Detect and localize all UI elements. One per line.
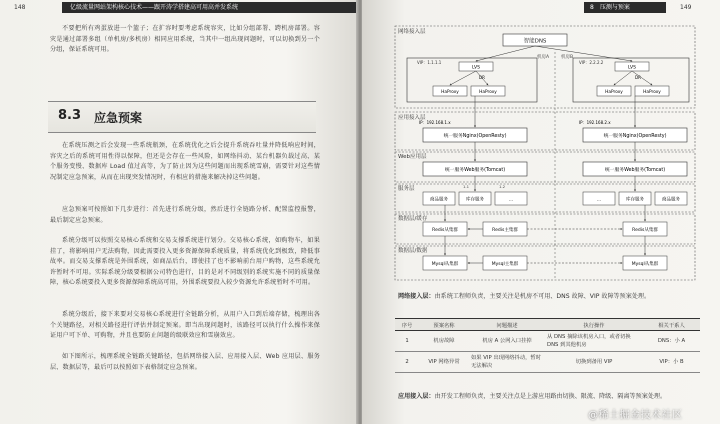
architecture-diagram — [393, 24, 698, 282]
right-page — [362, 0, 720, 424]
link-label-1: 1.1 — [463, 184, 470, 189]
lvs-right-label: LVS — [628, 65, 636, 71]
redis-slave-right-label: Redis从集群 — [632, 228, 658, 233]
svc-right-3-label: 商品服务 — [662, 197, 680, 203]
mysql-slave-left-label: Mysql从集群 — [431, 262, 459, 267]
ip-left: IP：192.168.1.x — [419, 120, 451, 125]
svc-left-2-label: 库存服务 — [466, 197, 484, 203]
cell-index: 1 — [395, 331, 419, 352]
paragraph-5: 如下图所示，梳理系统全链路关键路径，包括网络接入层、应用接入层、Web 应用层、服务层、数据层等，最后可以按照如下表格制定应急预案。 — [50, 353, 320, 371]
ip-right: IP：192.168.2.x — [579, 120, 611, 125]
link-label-2: 1.2 — [499, 184, 506, 189]
lvs-left-label: LVS — [472, 65, 480, 71]
network-caption-label: 网络接入层： — [398, 293, 435, 300]
running-title: 亿级流量网站架构核心技术——跟开涛学搭建高可用高并发系统 — [62, 2, 356, 13]
cell-index: 2 — [395, 352, 419, 373]
idc-b-label: 机房B — [560, 55, 574, 60]
dr-right-label: DR — [635, 75, 641, 80]
redis-slave-left-label: Redis从集群 — [432, 228, 458, 233]
layer-label-data: 数据层/数据 — [398, 248, 428, 254]
paragraph-2: 应急预案可按照如下几步进行：首先进行系统分级，然后进行全链路分析、配置监控报警，最后制定应急预案。 — [50, 206, 320, 224]
cell-plan-name: VIP 网络异常 — [419, 352, 469, 373]
chapter-label: 8 压测与预案 — [584, 2, 666, 13]
cell-problem: 如果 VIP 出现网络抖动，暂时无法解决 — [469, 352, 545, 373]
nginx-right-label: 统一服务Nginx(OpenResty) — [603, 134, 667, 139]
section-number: 8.3 — [58, 108, 82, 123]
vip-left: VIP：1.1.1.1 — [417, 60, 442, 65]
dns-label: 智能DNS — [523, 38, 547, 45]
network-layer-caption — [398, 292, 698, 302]
watermark: @稀土掘金技术社区 — [588, 410, 683, 421]
haproxy-right-2-label: HaProxy — [643, 90, 661, 95]
haproxy-right-1-label: HaProxy — [605, 90, 623, 95]
cell-problem: 机房 A 公网入口挂掉 — [469, 331, 545, 352]
svc-left-1-label: 商品服务 — [430, 197, 448, 203]
intro-paragraph: 不要把所有鸡蛋放进一个篮子；在扩容时要考虑系统容灾，比如分组部署、跨机房部署。容灾是通过部署多组（单机房/多机房）相同应用系统，当其中一组出现问题时，可以切换到另一个分组，保证系统可用。 — [50, 25, 320, 54]
svc-right-1-label: ... — [596, 197, 602, 203]
haproxy-left-1-label: HaProxy — [441, 90, 459, 95]
network-caption-text: 由系统工程师负责，主要关注是机房不可用、DNS 故障、VIP 故障等预案处理。 — [434, 293, 651, 300]
mysql-master-label: Mysql主集群 — [491, 262, 519, 267]
cell-stakeholder: VIP：小 B — [643, 352, 700, 373]
web-right-label: 统一服务Web服务(Tomcat) — [604, 168, 666, 173]
table-header-row — [395, 319, 700, 331]
table-row — [395, 352, 700, 373]
section-heading — [48, 101, 316, 133]
redis-master-label: Redis主集群 — [492, 228, 518, 233]
cell-plan-name: 机房故障 — [419, 331, 469, 352]
svc-right-2-label: 库存服务 — [626, 197, 644, 203]
paragraph-1: 在系统压测之后会发现一些系统瓶颈，在系统优化之后会提升系统吞吐量并降低响应时间，容灾之后的系统可用性得以保障，但还是会存在一些风险，如网络抖动、某台机器负载过高、某个服务变慢、数据库 Load 值过高等，为了防止因为这些问题而出现系统雪崩，需要针对这些情况制定应急预案，从而在出现突发情况时，有相应的措施来解决掉这些问题。 — [50, 142, 320, 181]
left-page-number: 148 — [14, 4, 26, 11]
contingency-plan-table — [395, 318, 700, 373]
th-action: 执行操作 — [545, 319, 643, 331]
layer-label-app: 应用接入层 — [398, 115, 426, 121]
mysql-slave-right-label: Mysql从集群 — [631, 262, 659, 267]
app-caption-text: 由开发工程师负责，主要关注点是上游应用路由切换、限流、降级、隔离等预案处理。 — [434, 393, 667, 400]
paragraph-4: 系统分级后，接下来要对交易核心系统进行全链路分析，从用户入口到后端存储，梳理出各个关键路径，对相关路径进行评估并制定预案。即当出现问题时，该路径可以执行什么操作来保证用户可下单、可购物，并且也要防止问题的级联效应和雪崩效应。 — [50, 311, 320, 340]
web-left-label: 统一服务Web服务(Tomcat) — [444, 168, 506, 173]
dr-left-label: DR — [479, 75, 485, 80]
nginx-left-label: 统一服务Nginx(OpenResty) — [443, 134, 507, 139]
th-index: 序号 — [395, 319, 419, 331]
app-caption-label: 应用接入层： — [398, 393, 435, 400]
idc-a-label: 机房A — [536, 55, 550, 60]
cell-stakeholder: DNS：小 A — [643, 331, 700, 352]
section-title: 应急预案 — [94, 111, 143, 125]
cell-action: 从 DNS 摘除该机房入口，或者切换 DNS 到其他机房 — [545, 331, 643, 352]
th-problem: 问题描述 — [469, 319, 545, 331]
th-stakeholder: 相关干系人 — [643, 319, 700, 331]
layer-label-web: Web应用层 — [398, 154, 427, 160]
right-page-number: 149 — [680, 4, 692, 11]
left-page — [0, 0, 358, 424]
layer-label-cache: 数据层/缓存 — [398, 216, 428, 222]
vip-right: VIP：2.2.2.2 — [579, 60, 604, 65]
svc-left-3-label: ... — [508, 197, 514, 203]
app-layer-caption — [398, 392, 698, 402]
layer-label-network: 网络接入层 — [398, 29, 426, 35]
layer-label-service: 服务层 — [398, 186, 415, 192]
haproxy-left-2-label: HaProxy — [479, 90, 497, 95]
cell-action: 切换到备用 VIP — [545, 352, 643, 373]
th-plan-name: 预案名称 — [419, 319, 469, 331]
paragraph-3: 系统分级可以按照交易核心系统和交易支撑系统进行划分。交易核心系统，如购物车，如果挂了，将影响用户无法购物，因此需要投入更多资源保障系统质量，将系统优化到极致，降低事故率。而交易支撑系统是外围系统，如商品后台，即使挂了也不影响前台用户购物，这些系统允许暂时不可用。实际系统分级要根据公司特色进行，目的是对不同级别的系统实施不同的质量保障，核心系统要投入更多资源保障系统高可用，外围系统要投入较少资源允许系统暂时不可用。 — [50, 237, 320, 287]
table-row — [395, 331, 700, 352]
